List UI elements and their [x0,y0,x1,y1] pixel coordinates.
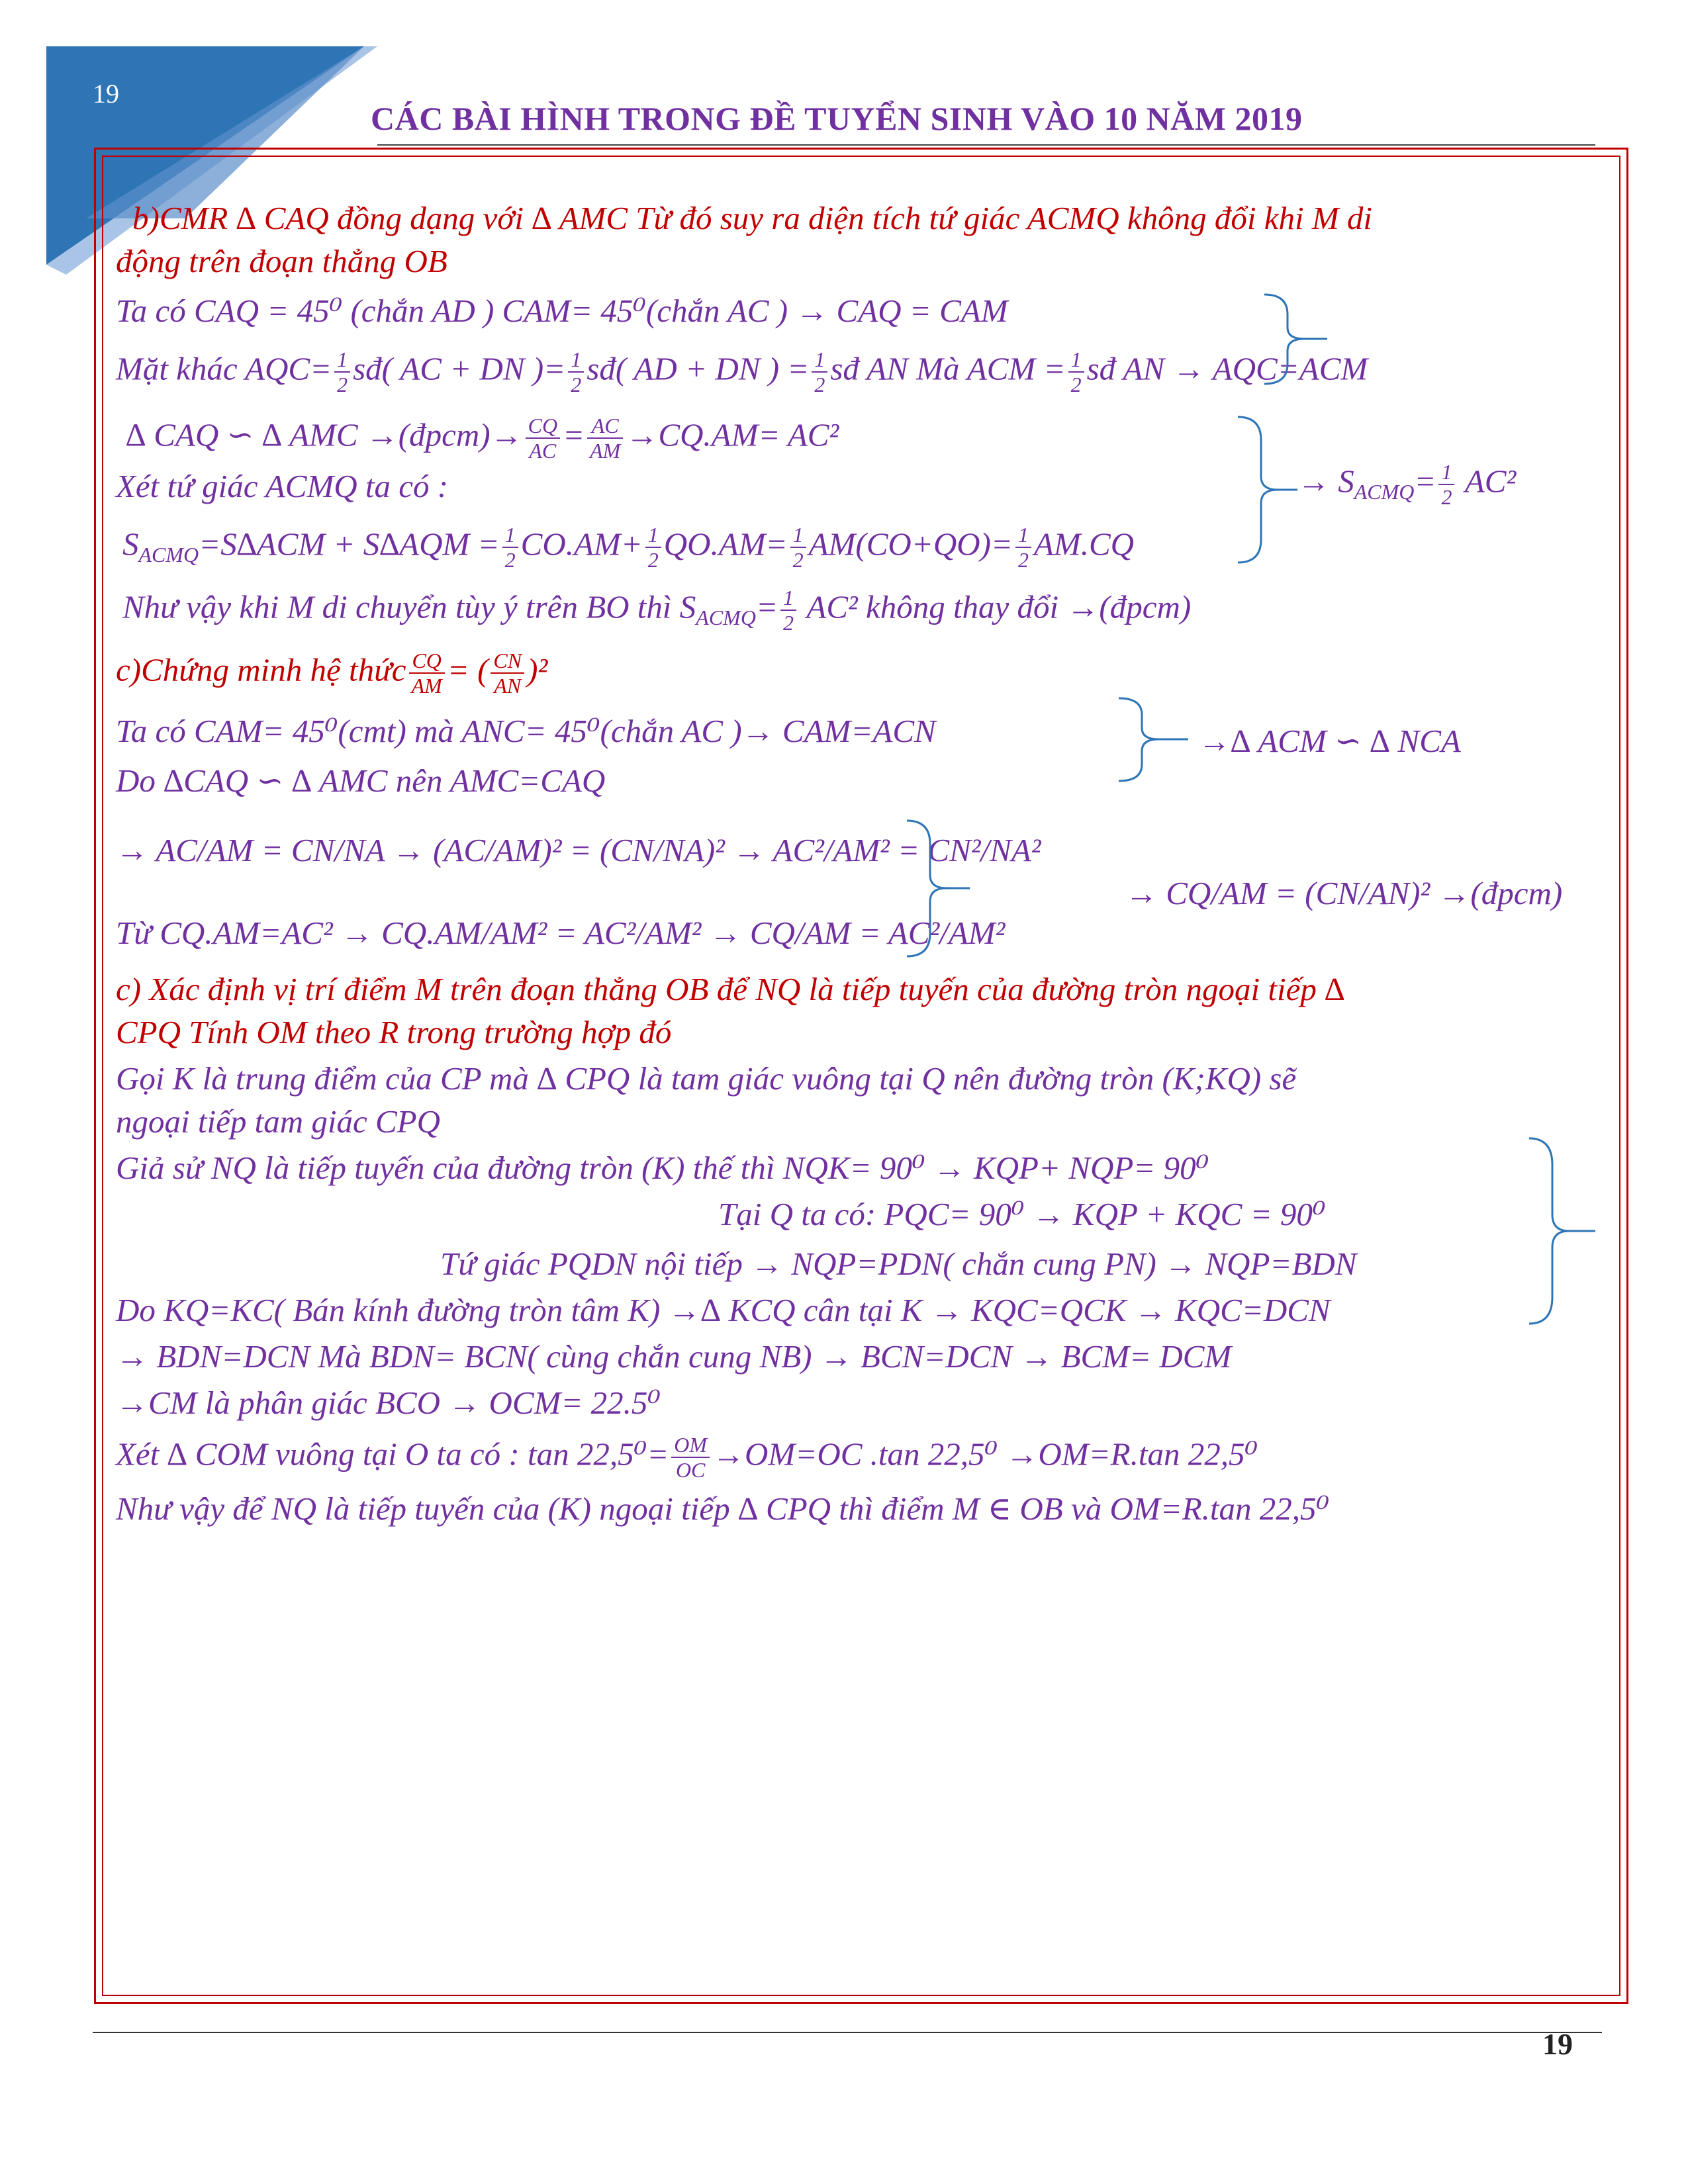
line-area-sum [122,523,1134,574]
text-khong-thay-doi: AC² không thay đổi →(đpcm) [806,588,1192,625]
fraction-half-5: $\frac{1}{2}$ [1438,460,1454,509]
fraction-half-1: $\frac{1}{2}$ [334,347,350,396]
line-c2-conclusion: Như vậy để NQ là tiếp tuyến của (K) ngoại tiếp ∆ CPQ thì điểm M ∈ OB và OM=R.tan 22,5⁰ [116,1490,1330,1527]
line-conclusion-b: Như vậy khi M di chuyển tùy ý trên BO thì $S_{ACMQ}=$ $\frac{1}{2}$ AC² không thay đổi →(đpcm) [122,586,1192,635]
text-aqc-eq-acm: sđ AN → AQC=ACM [1086,350,1368,387]
part-c2-title-line1: c) Xác định vị trí điểm M trên đoạn thẳng OB để NQ là tiếp tuyến của đường tròn ngoại tiếp ∆ [116,971,1345,1007]
brace-icon [1231,414,1304,566]
fraction-half-6: $\frac{1}{2}$ [502,523,518,572]
text-om-result: →OM=OC .tan 22,5⁰ →OM=R.tan 22,5⁰ [712,1435,1258,1473]
header-page-number: 19 [93,79,119,109]
line-c1-tu: Từ CQ.AM=AC² → CQ.AM/AM² = AC²/AM² → CQ/AM = AC²/AM² [116,915,1006,951]
fraction-half-9: $\frac{1}{2}$ [1015,523,1031,572]
fraction-half-8: $\frac{1}{2}$ [790,523,806,572]
brace-icon [1112,695,1192,784]
fraction-cq-am-title: $\frac{CQ}{AM}$ [409,649,445,698]
text-area-arrow: → S [1297,463,1354,500]
text-sd-ad-dn: sđ( AD + DN ) = [586,350,810,387]
footer-page-number: 19 [1542,2027,1573,2061]
fraction-cq-ac: $\frac{CQ}{AC}$ [526,414,560,463]
line-c2-goi-k: Gọi K là trung điểm của CP mà ∆ CPQ là tam giác vuông tại Q nên đường tròn (K;KQ) sẽ [116,1060,1297,1097]
part-c2-title-line2: CPQ Tính OM theo R trong trường hợp đó [116,1014,672,1050]
part-b-title-line2: động trên đoạn thẳng OB [116,243,447,279]
text-xet-com: Xét ∆ COM vuông tại O ta có : tan 22,5⁰= [116,1435,669,1473]
text-nhu-vay-sub: ACMQ [696,606,756,630]
text-sd-ac-dn: sđ( AC + DN )= [353,350,566,387]
line-c1-ratio: → AC/AM = CN/NA → (AC/AM)² = (CN/NA)² → AC²/AM² = CN²/NA² [116,832,1041,868]
line-c1-result: → CQ/AM = (CN/AN)² →(đpcm) [1125,875,1563,911]
text-nhu-vay: Như vậy khi M di chuyển tùy ý trên BO thì S [122,588,696,625]
brace-icon [1523,1135,1602,1327]
text-area-sub: ACMQ [1354,480,1415,504]
text-am-cq: AM.CQ [1033,525,1135,563]
fraction-ac-am: $\frac{AC}{AM}$ [587,414,623,463]
fraction-half-10: $\frac{1}{2}$ [780,586,796,635]
line-c2-phan-giac: →CM là phân giác BCO → OCM= 22.5⁰ [116,1385,661,1421]
text-s: S [122,525,139,563]
line-c2-bdn: → BDN=DCN Mà BDN= BCN( cùng chắn cung NB) → BCN=DCN → BCM= DCM [116,1338,1232,1375]
fraction-half-2: $\frac{1}{2}$ [568,347,584,396]
text-mat-khac: Mặt khác AQC= [116,350,332,387]
line-c2-do-kq: Do KQ=KC( Bán kính đường tròn tâm K) →∆ KCQ cân tại K → KQC=QCK → KQC=DCN [116,1292,1331,1328]
text-sd-an-ma: sđ AN Mà ACM = [830,350,1066,387]
line-c2-gia-su: Giả sử NQ là tiếp tuyến của đường tròn (K) thế thì NQK= 90⁰ → KQP+ NQP= 90⁰ [116,1150,1209,1186]
brace-icon [900,817,973,960]
text-c1-eq: = [447,651,469,688]
brace-icon [1258,291,1331,387]
part-b-title-line1: b)CMR ∆ CAQ đồng dạng với ∆ AMC Từ đó suy ra diện tích tứ giác ACMQ không đổi khi M di [132,200,1373,236]
text-area-sum: =S∆ACM + S∆AQM = [199,525,500,563]
line-c2-tu-giac: Tứ giác PQDN nội tiếp → NQP=PDN( chắn cung PN) → NQP=BDN [440,1246,1357,1282]
fraction-half-3: $\frac{1}{2}$ [812,347,827,396]
line-aqc-acm [116,347,1368,396]
fraction-half-7: $\frac{1}{2}$ [645,523,661,572]
fraction-om-oc: $\frac{OM}{OC}$ [671,1433,710,1482]
line-c2-ngoai-tiep: ngoại tiếp tam giác CPQ [116,1103,440,1140]
line-area-result: → $S_{ACMQ}=$ $\frac{1}{2}$ AC² [1297,460,1517,509]
line-xet-tu-giac: Xét tứ giác ACMQ ta có : [116,468,449,504]
header-rule [377,144,1595,146]
line-c2-tai-q: Tại Q ta có: PQC= 90⁰ → KQP + KQC = 90⁰ [718,1196,1326,1232]
line-c1-similar: →∆ ACM ∽ ∆ NCA [1198,723,1461,759]
line-similar: ∆ CAQ ∽ ∆ AMC →(đpcm)→ $\frac{CQ}{AC}$ = $\frac{AC}{AM}$ →CQ.AM= AC² [126,414,839,463]
text-cq-am-ac2: →CQ.AM= AC² [626,416,839,453]
text-qo-am: QO.AM= [663,525,788,563]
footer-rule [93,2032,1602,2033]
line-c1-ta-co: Ta có CAM= 45⁰(cmt) mà ANC= 45⁰(chắn AC )→ CAM=ACN [116,713,936,749]
text-s-sub: ACMQ [138,543,199,567]
text-co-am: CO.AM+ [520,525,643,563]
text-am-co-qo: AM(CO+QO)= [808,525,1013,563]
line-angle-equal: Ta có CAQ = 45⁰ (chắn AD ) CAM= 45⁰(chắn AC ) → CAQ = CAM [116,293,1008,329]
part-c1-title: c)Chứng minh hệ thức $\frac{CQ}{AM}$ = ( $\frac{CN}{AN}$ )² [116,649,548,698]
fraction-cn-an-title: $\frac{CN}{AN}$ [491,649,524,698]
line-c2-xet-com [116,1433,1258,1482]
text-ac2: AC² [1464,463,1517,500]
text-c1-pow: ² [538,651,548,688]
line-c1-do: Do ∆CAQ ∽ ∆ AMC nên AMC=CAQ [116,762,606,799]
header-title: CÁC BÀI HÌNH TRONG ĐỀ TUYỂN SINH VÀO 10 NĂM 2019 [371,100,1303,137]
fraction-half-4: $\frac{1}{2}$ [1068,347,1084,396]
text-c1-title: c)Chứng minh hệ thức [116,651,406,688]
text-similar: ∆ CAQ ∽ ∆ AMC →(đpcm)→ [126,416,523,453]
